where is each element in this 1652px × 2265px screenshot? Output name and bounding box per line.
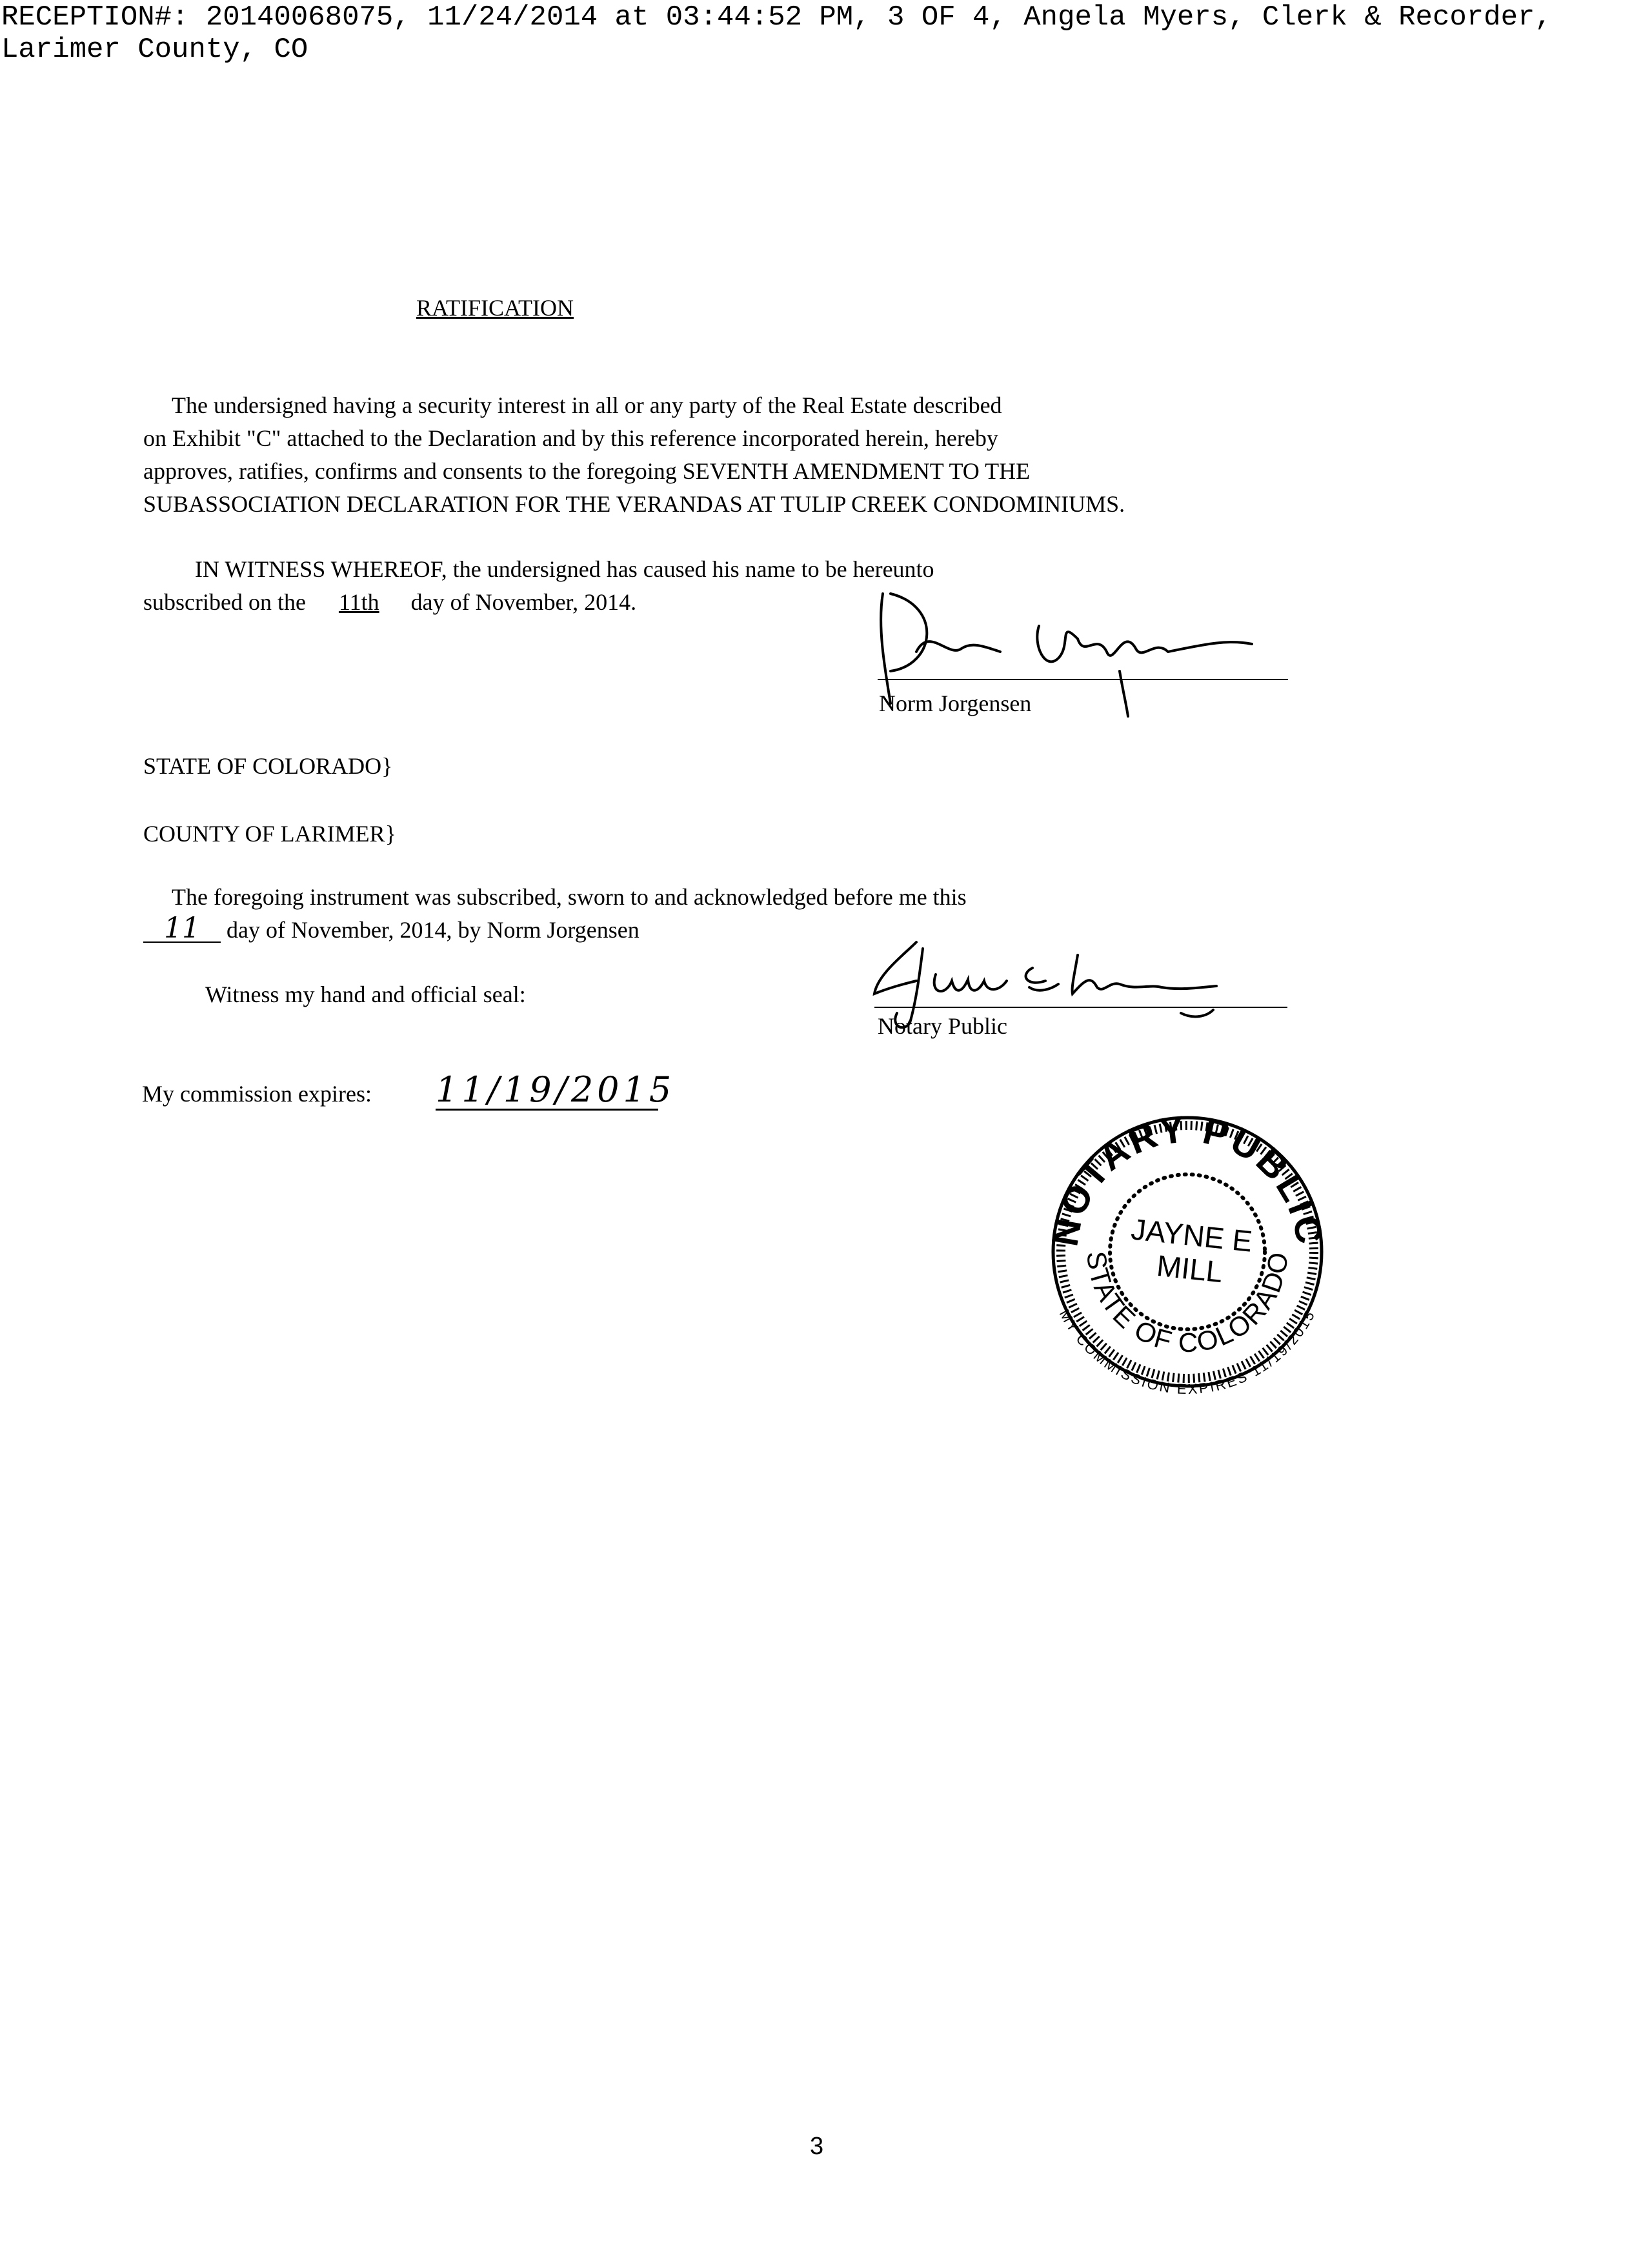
body-line: approves, ratifies, confirms and consents to the foregoing SEVENTH AMENDMENT TO THE <box>143 458 1031 484</box>
subscribed-suffix: day of November, 2014. <box>410 589 637 615</box>
commission-date-handwritten: 11/19/2015 <box>436 1069 676 1110</box>
witness-line: IN WITNESS WHEREOF, the undersigned has caused his name to be hereunto <box>195 556 934 582</box>
seal-outer-text: MY COMMISSION EXPIRES 11/19/2015 <box>1056 1307 1319 1398</box>
state-line: STATE OF COLORADO} <box>143 753 393 779</box>
signer-signature-line <box>878 679 1288 680</box>
ack-day-handwritten: 11 <box>143 916 221 943</box>
body-line: The undersigned having a security interest in all or any party of the Real Estate described <box>172 392 1002 418</box>
subscribed-line <box>143 586 636 619</box>
seal-name-line-2: MILL <box>1155 1248 1225 1289</box>
witness-seal-label: Witness my hand and official seal: <box>205 982 526 1007</box>
ack-date-suffix: day of November, 2014, by Norm Jorgensen <box>227 917 640 943</box>
subscribed-day: 11th <box>338 589 379 615</box>
body-line: SUBASSOCIATION DECLARATION FOR THE VERANDAS AT TULIP CREEK CONDOMINIUMS. <box>143 491 1125 517</box>
notary-label: Notary Public <box>878 1013 1007 1039</box>
signer-name: Norm Jorgensen <box>879 690 1032 716</box>
commission-label: My commission expires: <box>142 1081 372 1107</box>
ratification-paragraph <box>143 389 1337 521</box>
acknowledgment-line: The foregoing instrument was subscribed, sworn to and acknowledged before me this <box>172 884 967 910</box>
acknowledgment-date-line <box>143 914 640 947</box>
document-title: RATIFICATION <box>416 295 574 321</box>
subscribed-prefix: subscribed on the <box>143 589 306 615</box>
seal-top-text: NOTARY PUBLIC <box>1043 1108 1331 1249</box>
seal-name-line-1: JAYNE E <box>1129 1212 1254 1258</box>
body-line: on Exhibit "C" attached to the Declaration and by this reference incorporated herein, hereby <box>143 425 998 451</box>
seal-bottom-text: STATE OF COLORADO <box>1081 1249 1294 1358</box>
notary-signature-line <box>874 1007 1287 1008</box>
recording-stamp: RECEPTION#: 20140068075, 11/24/2014 at 03:44:52 PM, 3 OF 4, Angela Myers, Clerk & Recorder, Larimer County, CO <box>1 1 1569 66</box>
notary-seal <box>1026 1091 1349 1413</box>
page-number: 3 <box>810 2133 824 2160</box>
county-line: COUNTY OF LARIMER} <box>143 821 396 847</box>
